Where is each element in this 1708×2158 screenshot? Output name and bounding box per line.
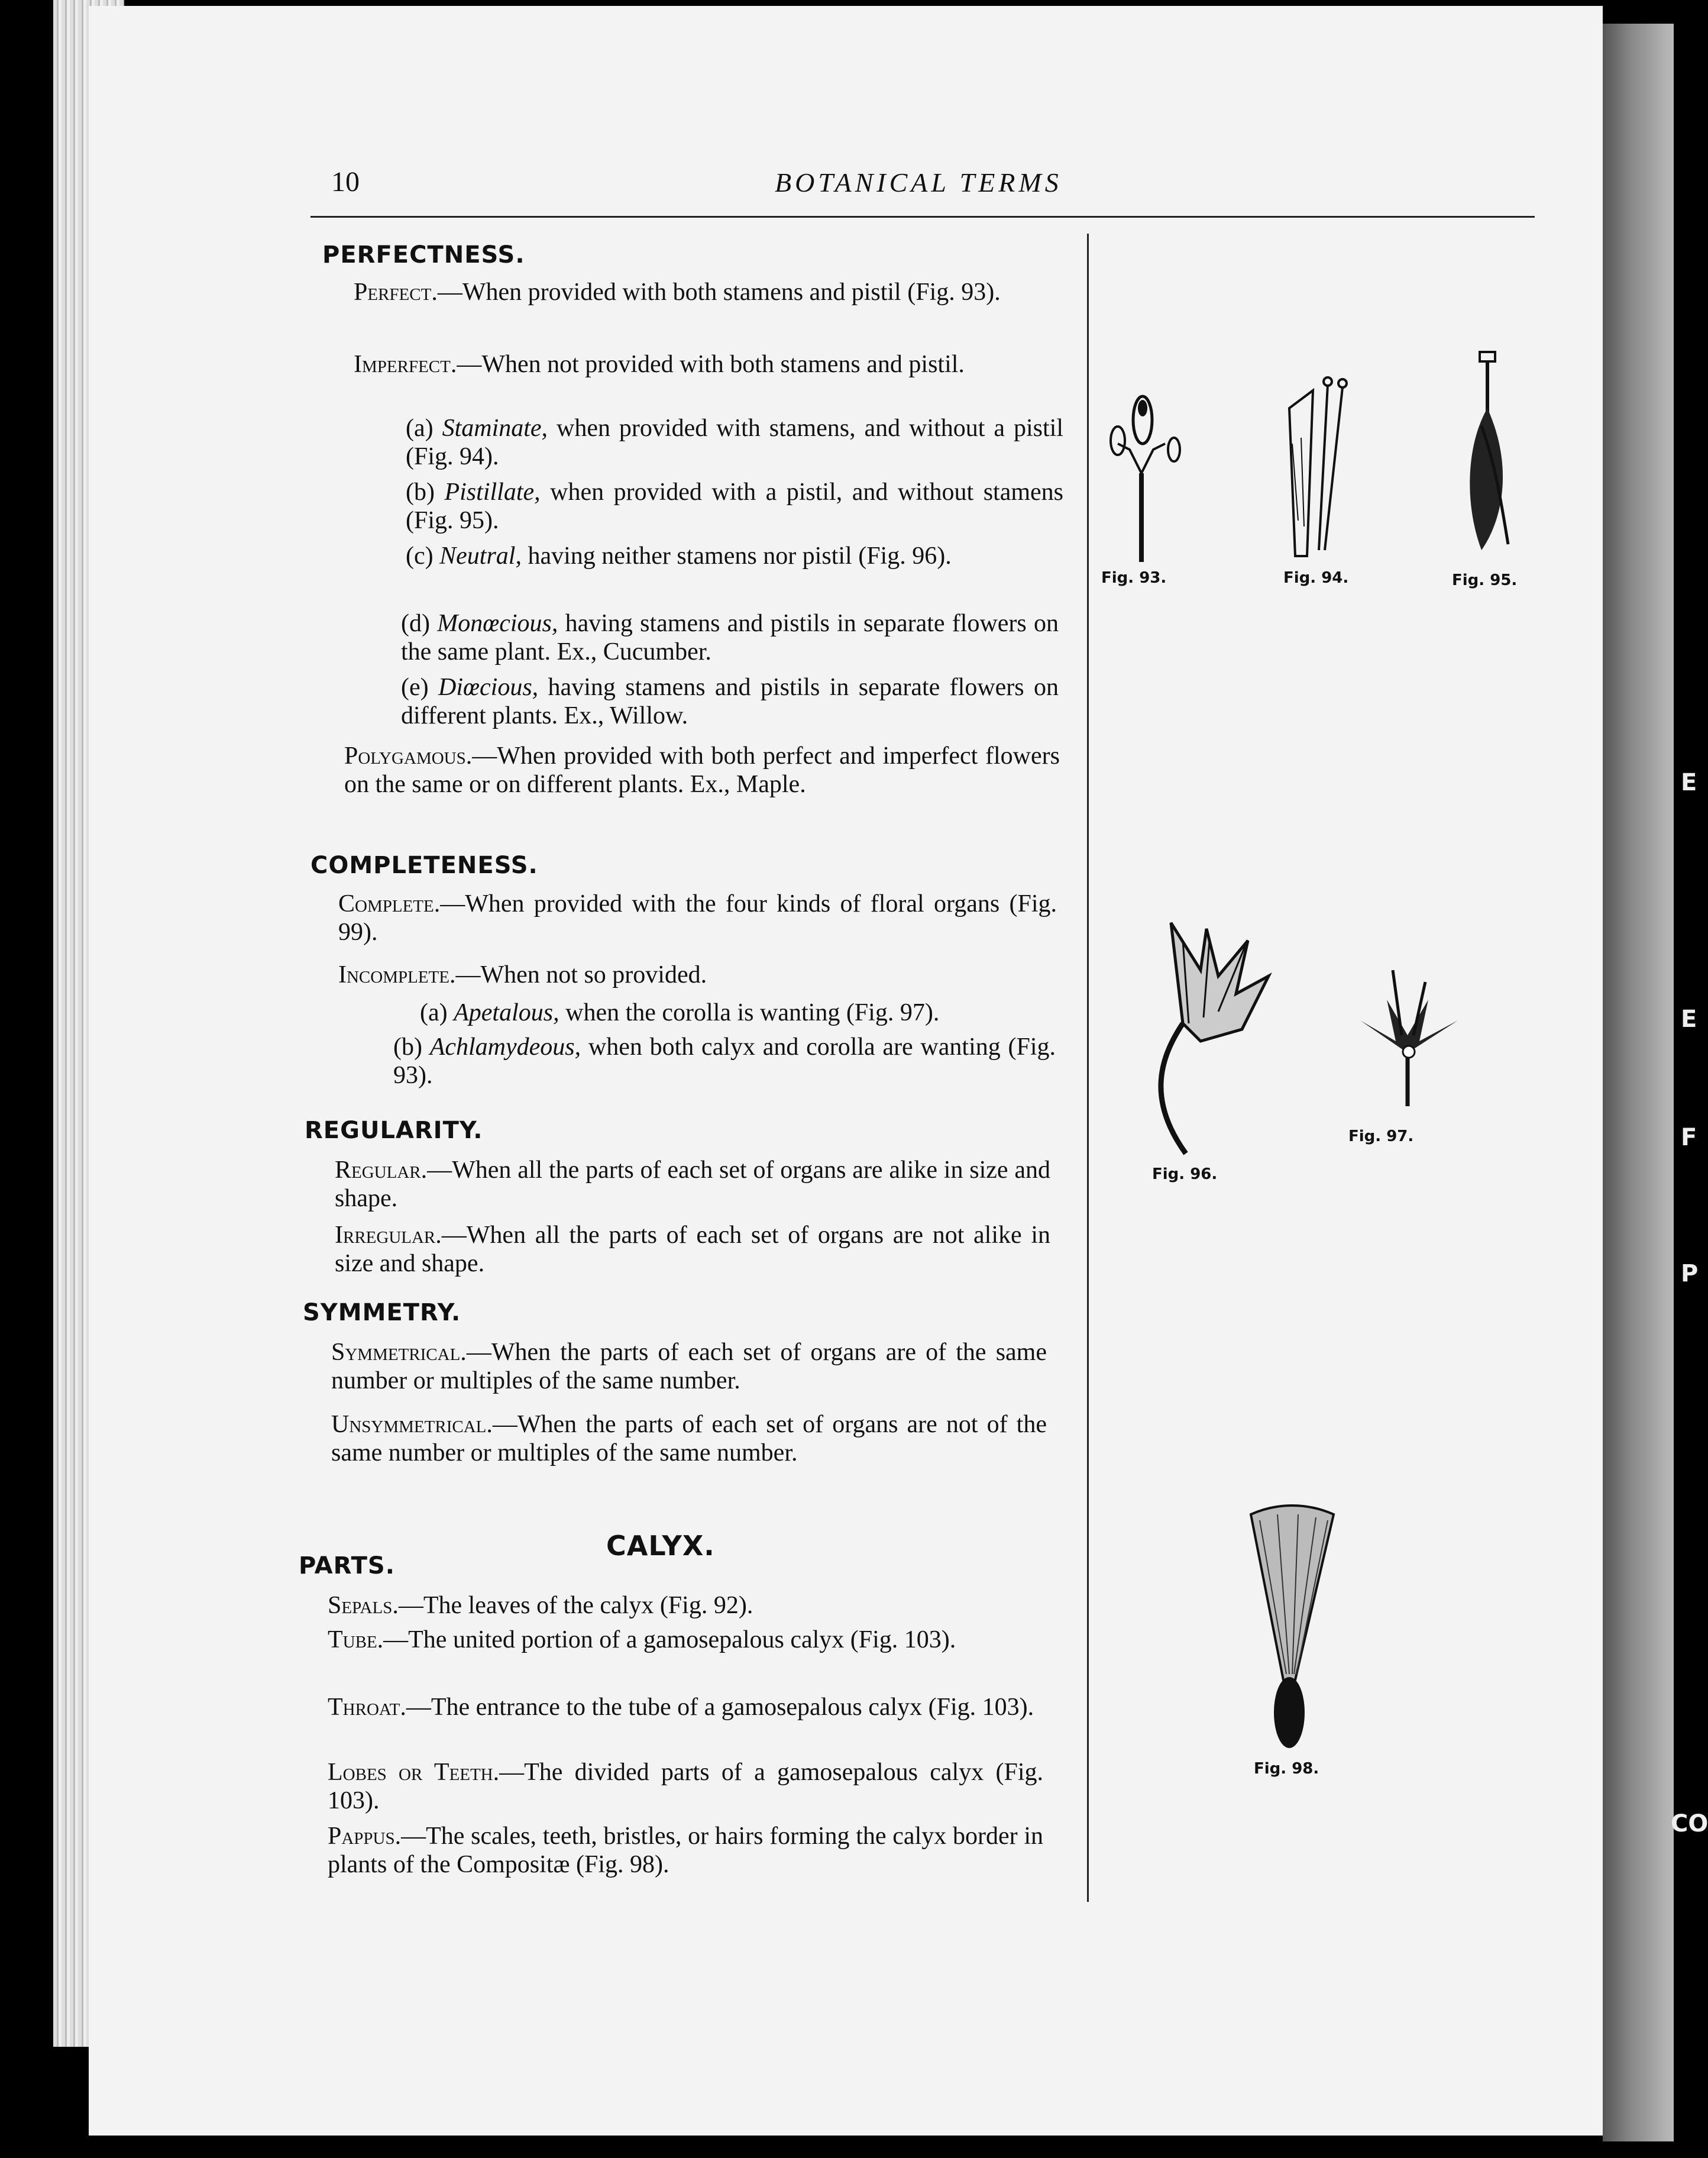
definition: —The leaves of the calyx (Fig. 92). — [398, 1592, 753, 1619]
header-rule — [310, 216, 1535, 218]
definition: —When the parts of each set of organs are of the same number or multiples of the same number. — [331, 1339, 1047, 1394]
edge-fragment: E — [1681, 1006, 1697, 1033]
definition: when the corolla is wanting (Fig. 97). — [559, 999, 940, 1026]
figure-95-pistillate-flower — [1455, 349, 1520, 562]
entry-staminate — [406, 414, 1063, 471]
figure-96-caption: Fig. 96. — [1152, 1165, 1218, 1183]
label: (a) — [420, 999, 454, 1026]
facing-page-edge — [1603, 24, 1674, 2141]
label: (a) — [406, 415, 442, 442]
definition: when provided with stamens, and without a pistil (Fig. 94). — [406, 415, 1063, 470]
label: (b) — [393, 1033, 430, 1061]
heading-symmetry: SYMMETRY. — [303, 1299, 461, 1326]
entry-throat — [328, 1693, 1043, 1721]
entry-perfect — [354, 278, 1069, 306]
definition: —When provided with both perfect and imperfect flowers on the same or on different plants. Ex., Maple. — [344, 742, 1060, 798]
edge-fragment: F — [1681, 1124, 1697, 1151]
term: Imperfect. — [354, 351, 457, 378]
entry-achlamydeous — [393, 1033, 1056, 1090]
term: Diœcious, — [438, 674, 539, 701]
term: Polygamous. — [344, 742, 473, 770]
definition: when both calyx and corolla are wanting (Fig. 93). — [393, 1033, 1056, 1089]
entry-neutral — [406, 542, 1063, 570]
entry-imperfect — [354, 350, 1069, 379]
definition: —The entrance to the tube of a gamosepalous calyx (Fig. 103). — [406, 1694, 1034, 1721]
definition: —When all the parts of each set of organs are alike in size and shape. — [335, 1156, 1050, 1212]
term: Staminate, — [442, 415, 548, 442]
term: Symmetrical. — [331, 1339, 467, 1366]
entry-tube — [328, 1626, 1043, 1654]
entry-unsymmetrical — [331, 1410, 1047, 1467]
edge-fragment: P — [1681, 1260, 1699, 1287]
definition: having stamens and pistils in separate flowers on the same plant. Ex., Cucumber. — [401, 610, 1059, 666]
entry-monoecious — [401, 609, 1059, 666]
entry-sepals — [328, 1591, 1043, 1620]
term: Sepals. — [328, 1592, 399, 1619]
entry-complete — [338, 890, 1057, 946]
entry-pappus — [328, 1822, 1043, 1879]
term: Achlamydeous, — [429, 1033, 581, 1061]
page-number: 10 — [331, 166, 360, 198]
figure-98-caption: Fig. 98. — [1254, 1760, 1319, 1778]
figure-93-perfect-flower — [1100, 385, 1195, 562]
entry-polygamous — [344, 742, 1060, 799]
heading-calyx: CALYX. — [606, 1530, 715, 1562]
figure-98-pappus — [1242, 1503, 1337, 1751]
figure-94-caption: Fig. 94. — [1283, 569, 1349, 587]
entry-pistillate — [406, 478, 1063, 535]
entry-dioecious — [401, 673, 1059, 730]
label: (c) — [406, 542, 440, 570]
heading-completeness: COMPLETENESS. — [310, 852, 538, 879]
term: Irregular. — [335, 1222, 442, 1249]
edge-fragment: E — [1681, 769, 1697, 796]
definition: —When all the parts of each set of organs are not alike in size and shape. — [335, 1222, 1050, 1277]
edge-fragment: CO — [1671, 1810, 1708, 1837]
heading-regularity: REGULARITY. — [305, 1117, 483, 1144]
definition: —When not provided with both stamens and pistil. — [457, 351, 965, 378]
entry-irregular — [335, 1221, 1050, 1278]
heading-perfectness: PERFECTNESS. — [322, 241, 525, 269]
heading-parts: PARTS. — [299, 1552, 395, 1579]
definition: having stamens and pistils in separate flowers on different plants. Ex., Willow. — [401, 674, 1059, 729]
entry-regular — [335, 1156, 1050, 1213]
definition: —When provided with both stamens and pistil (Fig. 93). — [437, 279, 1001, 306]
running-title: BOTANICAL TERMS — [775, 167, 1062, 198]
label: (d) — [401, 610, 438, 637]
entry-lobes-or-teeth — [328, 1758, 1043, 1815]
term: Regular. — [335, 1156, 428, 1184]
term: Complete. — [338, 890, 441, 918]
term: Throat. — [328, 1694, 406, 1721]
figure-97-caption: Fig. 97. — [1348, 1128, 1414, 1145]
term: Incomplete. — [338, 961, 456, 988]
term: Lobes or Teeth. — [328, 1759, 500, 1786]
entry-incomplete — [338, 961, 1057, 989]
term: Tube. — [328, 1626, 384, 1653]
definition: —When the parts of each set of organs are not of the same number or multiples of the same number. — [331, 1411, 1047, 1466]
definition: —When not so provided. — [455, 961, 707, 988]
label: (e) — [401, 674, 438, 701]
definition: —When provided with the four kinds of floral organs (Fig. 99). — [338, 890, 1057, 946]
figure-97-apetalous-flower — [1354, 964, 1461, 1106]
term: Pistillate, — [444, 479, 541, 506]
term: Pappus. — [328, 1823, 402, 1850]
definition: —The divided parts of a gamosepalous calyx (Fig. 103). — [328, 1759, 1043, 1814]
figure-94-staminate-flower — [1283, 373, 1348, 562]
term: Monœcious, — [437, 610, 558, 637]
definition: having neither stamens nor pistil (Fig. 96). — [521, 542, 952, 570]
figure-93-caption: Fig. 93. — [1101, 569, 1167, 587]
definition: —The scales, teeth, bristles, or hairs forming the calyx border in plants of the Compositæ (Fig. 98). — [328, 1823, 1043, 1878]
term: Unsymmetrical. — [331, 1411, 493, 1438]
entry-symmetrical — [331, 1338, 1047, 1395]
definition: —The united portion of a gamosepalous calyx (Fig. 103). — [383, 1626, 956, 1653]
figure-95-caption: Fig. 95. — [1452, 571, 1518, 589]
term: Perfect. — [354, 279, 438, 306]
column-rule — [1087, 234, 1089, 1902]
entry-apetalous — [420, 999, 1056, 1027]
figure-96-neutral-flower — [1136, 905, 1272, 1159]
definition: when provided with a pistil, and without stamens (Fig. 95). — [406, 479, 1064, 534]
label: (b) — [406, 479, 445, 506]
term: Neutral, — [439, 542, 522, 570]
term: Apetalous, — [454, 999, 559, 1026]
